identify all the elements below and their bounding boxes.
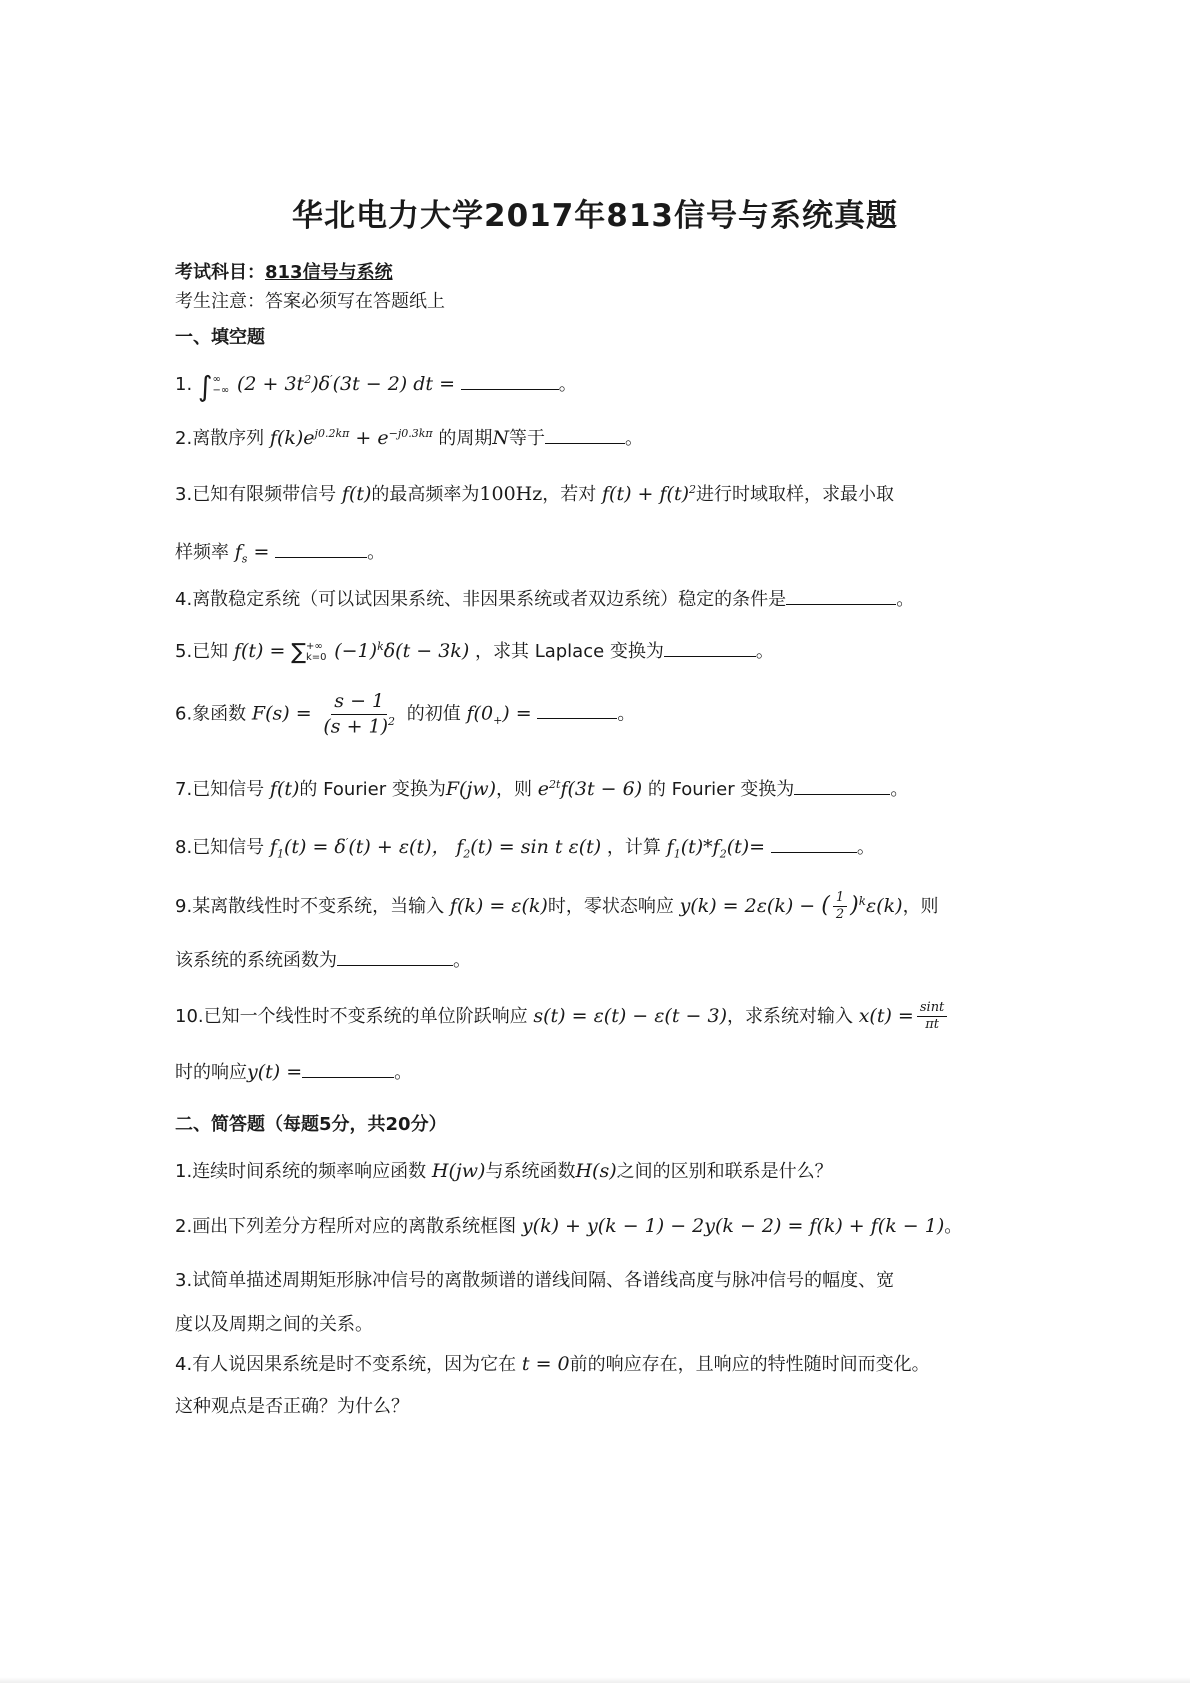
expr-part: (3t − 2) dt =: [332, 373, 455, 395]
question-text: 象函数: [192, 703, 247, 725]
exponent: 2: [689, 483, 696, 496]
period: 。: [625, 428, 643, 449]
prime: ′: [330, 373, 333, 386]
section1-heading: 一、填空题: [175, 327, 265, 348]
question-text: 离散序列: [192, 428, 265, 449]
expr-part: e: [537, 778, 550, 800]
subject-value: 813信号与系统: [265, 262, 393, 283]
question-2-4: [175, 1350, 930, 1376]
summation-icon: ∑: [291, 640, 306, 665]
expr-part: f(3t − 6): [560, 778, 643, 800]
question-text: ，求其 Laplace 变换为: [474, 641, 664, 662]
expr-part: f(k)e: [269, 427, 315, 449]
paren-open: (: [821, 892, 830, 918]
question-text: 已知: [192, 641, 229, 662]
question-text: 前的响应存在，且响应的特性随时间而变化。: [569, 1354, 930, 1375]
integral-limits: [213, 374, 230, 396]
question-number: 9.: [175, 895, 193, 917]
question-number: 1.: [175, 374, 193, 395]
answer-blank: [537, 700, 617, 719]
question-text: ，若对: [542, 484, 597, 505]
lower-limit: −∞: [212, 385, 230, 396]
question-text: ，则: [902, 895, 939, 917]
expr-part: (t) = sin t ε(t): [470, 836, 602, 858]
question-1-3: [175, 480, 894, 506]
period: 。: [856, 837, 875, 858]
expr-part: t = 0: [521, 1353, 570, 1375]
question-number: 5.: [175, 641, 193, 662]
expr-part: f(k) = ε(k): [449, 894, 548, 917]
lower-limit: k=0: [305, 652, 327, 663]
answer-blank: [794, 776, 890, 795]
answer-blank: [461, 371, 559, 390]
period: 。: [394, 1062, 413, 1083]
period: 。: [944, 1216, 963, 1237]
answer-blank: [337, 947, 453, 966]
period: 。: [617, 703, 636, 725]
integral-sign-icon: ∫: [197, 370, 213, 403]
expr-part: y(k) = 2ε(k) −: [679, 894, 822, 917]
question-text: 画出下列差分方程所对应的离散系统框图: [192, 1216, 517, 1237]
answer-blank: [786, 586, 896, 605]
question-text: 与系统函数: [485, 1161, 576, 1182]
question-text: 已知一个线性时不变系统的单位阶跃响应: [203, 1005, 528, 1027]
question-1-9-cont: [175, 946, 471, 972]
expr-part: (t) + ε(t)，: [348, 836, 451, 858]
question-number: 1.: [175, 1161, 193, 1182]
period: 。: [890, 779, 909, 800]
fraction: [320, 690, 398, 739]
sum-limits: [306, 641, 327, 663]
expr-part: (2 + 3t: [236, 373, 305, 395]
period: 。: [558, 374, 577, 395]
question-number: 8.: [175, 837, 193, 858]
exponent: k: [377, 640, 384, 653]
question-text: 的初值: [406, 703, 461, 725]
period: 。: [367, 542, 386, 563]
exponent: 2t: [549, 778, 561, 791]
subscript: 1: [276, 847, 284, 861]
expr-part: )δ: [311, 373, 331, 395]
expr-part: f(0: [466, 702, 494, 725]
exponent: j0.2kπ: [314, 427, 350, 440]
question-1-5: [175, 637, 774, 665]
expr-part: H(jw): [431, 1160, 486, 1182]
question-1-1: [175, 370, 577, 403]
question-text: 已知有限频带信号: [192, 484, 337, 505]
expr-part: s(t) = ε(t) − ε(t − 3): [533, 1004, 727, 1027]
question-text: 已知信号: [192, 837, 265, 858]
denominator: (s + 1): [323, 715, 389, 738]
expr-part: δ(t − 3k): [383, 640, 470, 662]
question-text: 样频率: [175, 542, 229, 563]
exponent: 2: [388, 714, 396, 728]
answer-blank: [545, 425, 625, 444]
question-text: 时的响应: [175, 1062, 247, 1083]
question-text: 有人说因果系统是时不变系统，因为它在: [192, 1354, 517, 1375]
expr-part: f: [269, 836, 277, 858]
question-number: 10.: [175, 1005, 204, 1027]
numerator: 1: [833, 890, 847, 907]
question-text: 的 Fourier 变换为: [647, 779, 795, 800]
period: 。: [896, 589, 915, 610]
expr-part: f(t) =: [233, 640, 286, 662]
notice-line: 考生注意：答案必须写在答题纸上: [175, 291, 445, 312]
expr-part: f(t): [341, 483, 372, 505]
answer-blank: [771, 834, 857, 853]
expr-part: ) =: [502, 702, 532, 725]
exponent: 2: [304, 373, 312, 386]
question-2-1: [175, 1157, 833, 1183]
expr-part: f(t): [269, 778, 300, 800]
question-text: 该系统的系统函数为: [175, 950, 337, 971]
question-1-4: [175, 585, 914, 611]
question-text: 离散稳定系统（可以试因果系统、非因果系统或者双边系统）稳定的条件是: [192, 589, 787, 610]
section2-heading: 二、简答题（每题5分，共20分）: [175, 1114, 447, 1135]
question-text: 连续时间系统的频率响应函数: [192, 1161, 427, 1182]
expr-part: (t)=: [726, 836, 766, 858]
subject-label: 考试科目：: [175, 262, 265, 283]
question-text: 等于: [509, 428, 545, 449]
expr-part: =: [247, 541, 270, 563]
symbol: N: [492, 427, 509, 449]
denominator: πt: [925, 1017, 939, 1033]
expr-part: + e: [349, 427, 389, 449]
question-1-8: [175, 832, 875, 861]
question-number: 4.: [175, 1354, 193, 1375]
question-number: 6.: [175, 703, 193, 725]
question-1-2: [175, 424, 643, 450]
expr-part: y(k) + y(k − 1) − 2y(k − 2) = f(k) + f(k − 1): [521, 1215, 945, 1237]
question-1-3-cont: [175, 538, 385, 566]
expr-part: (t)*f: [680, 836, 720, 858]
subscript: s: [241, 552, 248, 566]
expr-part: y(t) =: [247, 1061, 303, 1083]
subscript: 2: [719, 847, 727, 861]
question-text: 进行时域取样，求最小取: [696, 484, 894, 505]
question-1-7: [175, 775, 908, 801]
frequency-value: 100Hz: [479, 483, 543, 505]
expr-part: x(t) =: [858, 1004, 914, 1027]
question-1-9: [175, 890, 939, 924]
numerator: s − 1: [331, 690, 387, 715]
question-1-6: [175, 690, 635, 739]
question-text: 某离散线性时不变系统，当输入: [192, 895, 445, 917]
scan-edge: [0, 1677, 1190, 1683]
expr-part: f: [456, 836, 464, 858]
question-number: 2.: [175, 1216, 193, 1237]
period: 。: [453, 950, 471, 971]
exponent: k: [858, 893, 867, 908]
subscript: +: [493, 714, 503, 727]
question-text: 时，零状态响应: [547, 895, 674, 917]
expr-part: f: [666, 836, 674, 858]
question-text: ，计算: [606, 837, 661, 858]
question-number: 3.: [175, 484, 193, 505]
paren-close: ): [850, 892, 859, 918]
question-text: 之间的区别和联系是什么？: [616, 1161, 833, 1182]
question-number: 2.: [175, 428, 193, 449]
question-2-4-cont: 这种观点是否正确？为什么？: [175, 1396, 409, 1417]
expr-part: ε(k): [866, 894, 903, 917]
numerator: sint: [917, 1000, 947, 1017]
upper-limit: +∞: [305, 641, 323, 652]
subscript: 2: [463, 847, 471, 861]
answer-blank: [302, 1059, 394, 1078]
expr-part: (t) = δ: [283, 836, 346, 858]
expr-part: H(s): [575, 1160, 617, 1182]
expr-part: f(t) + f(t): [602, 483, 689, 505]
exponent: −j0.3kπ: [388, 427, 433, 440]
expr-part: F(jw): [445, 778, 497, 800]
page-title: 华北电力大学2017年813信号与系统真题: [292, 198, 898, 234]
expr-part: (−1): [334, 640, 378, 662]
fraction: [833, 890, 847, 924]
question-2-2: [175, 1212, 962, 1238]
answer-blank: [664, 638, 756, 657]
question-2-3-cont: 度以及周期之间的关系。: [175, 1314, 373, 1335]
subscript: 1: [673, 847, 681, 861]
subject-line: [175, 258, 393, 284]
question-1-10: [175, 1000, 950, 1034]
question-text: 的 Fourier 变换为: [299, 779, 446, 800]
question-number: 3.: [175, 1270, 193, 1291]
period: 。: [755, 641, 774, 662]
question-text: ，求系统对输入: [726, 1005, 853, 1027]
question-text: 的最高频率为: [371, 484, 480, 505]
expr-part: F(s) =: [251, 702, 312, 725]
expr-part: f: [234, 541, 242, 563]
question-text: 试简单描述周期矩形脉冲信号的离散频谱的谱线间隔、各谱线高度与脉冲信号的幅度、宽: [192, 1270, 895, 1291]
question-text: ，则: [496, 779, 533, 800]
denominator: 2: [835, 907, 845, 923]
question-1-10-cont: [175, 1058, 412, 1084]
fraction: [917, 1000, 947, 1034]
answer-blank: [275, 539, 367, 558]
question-number: 7.: [175, 779, 193, 800]
prime: ′: [345, 836, 349, 849]
upper-limit: ∞: [212, 374, 221, 385]
question-number: 4.: [175, 589, 193, 610]
question-text: 的周期: [438, 428, 493, 449]
question-text: 已知信号: [192, 779, 265, 800]
question-2-3: [175, 1266, 894, 1292]
